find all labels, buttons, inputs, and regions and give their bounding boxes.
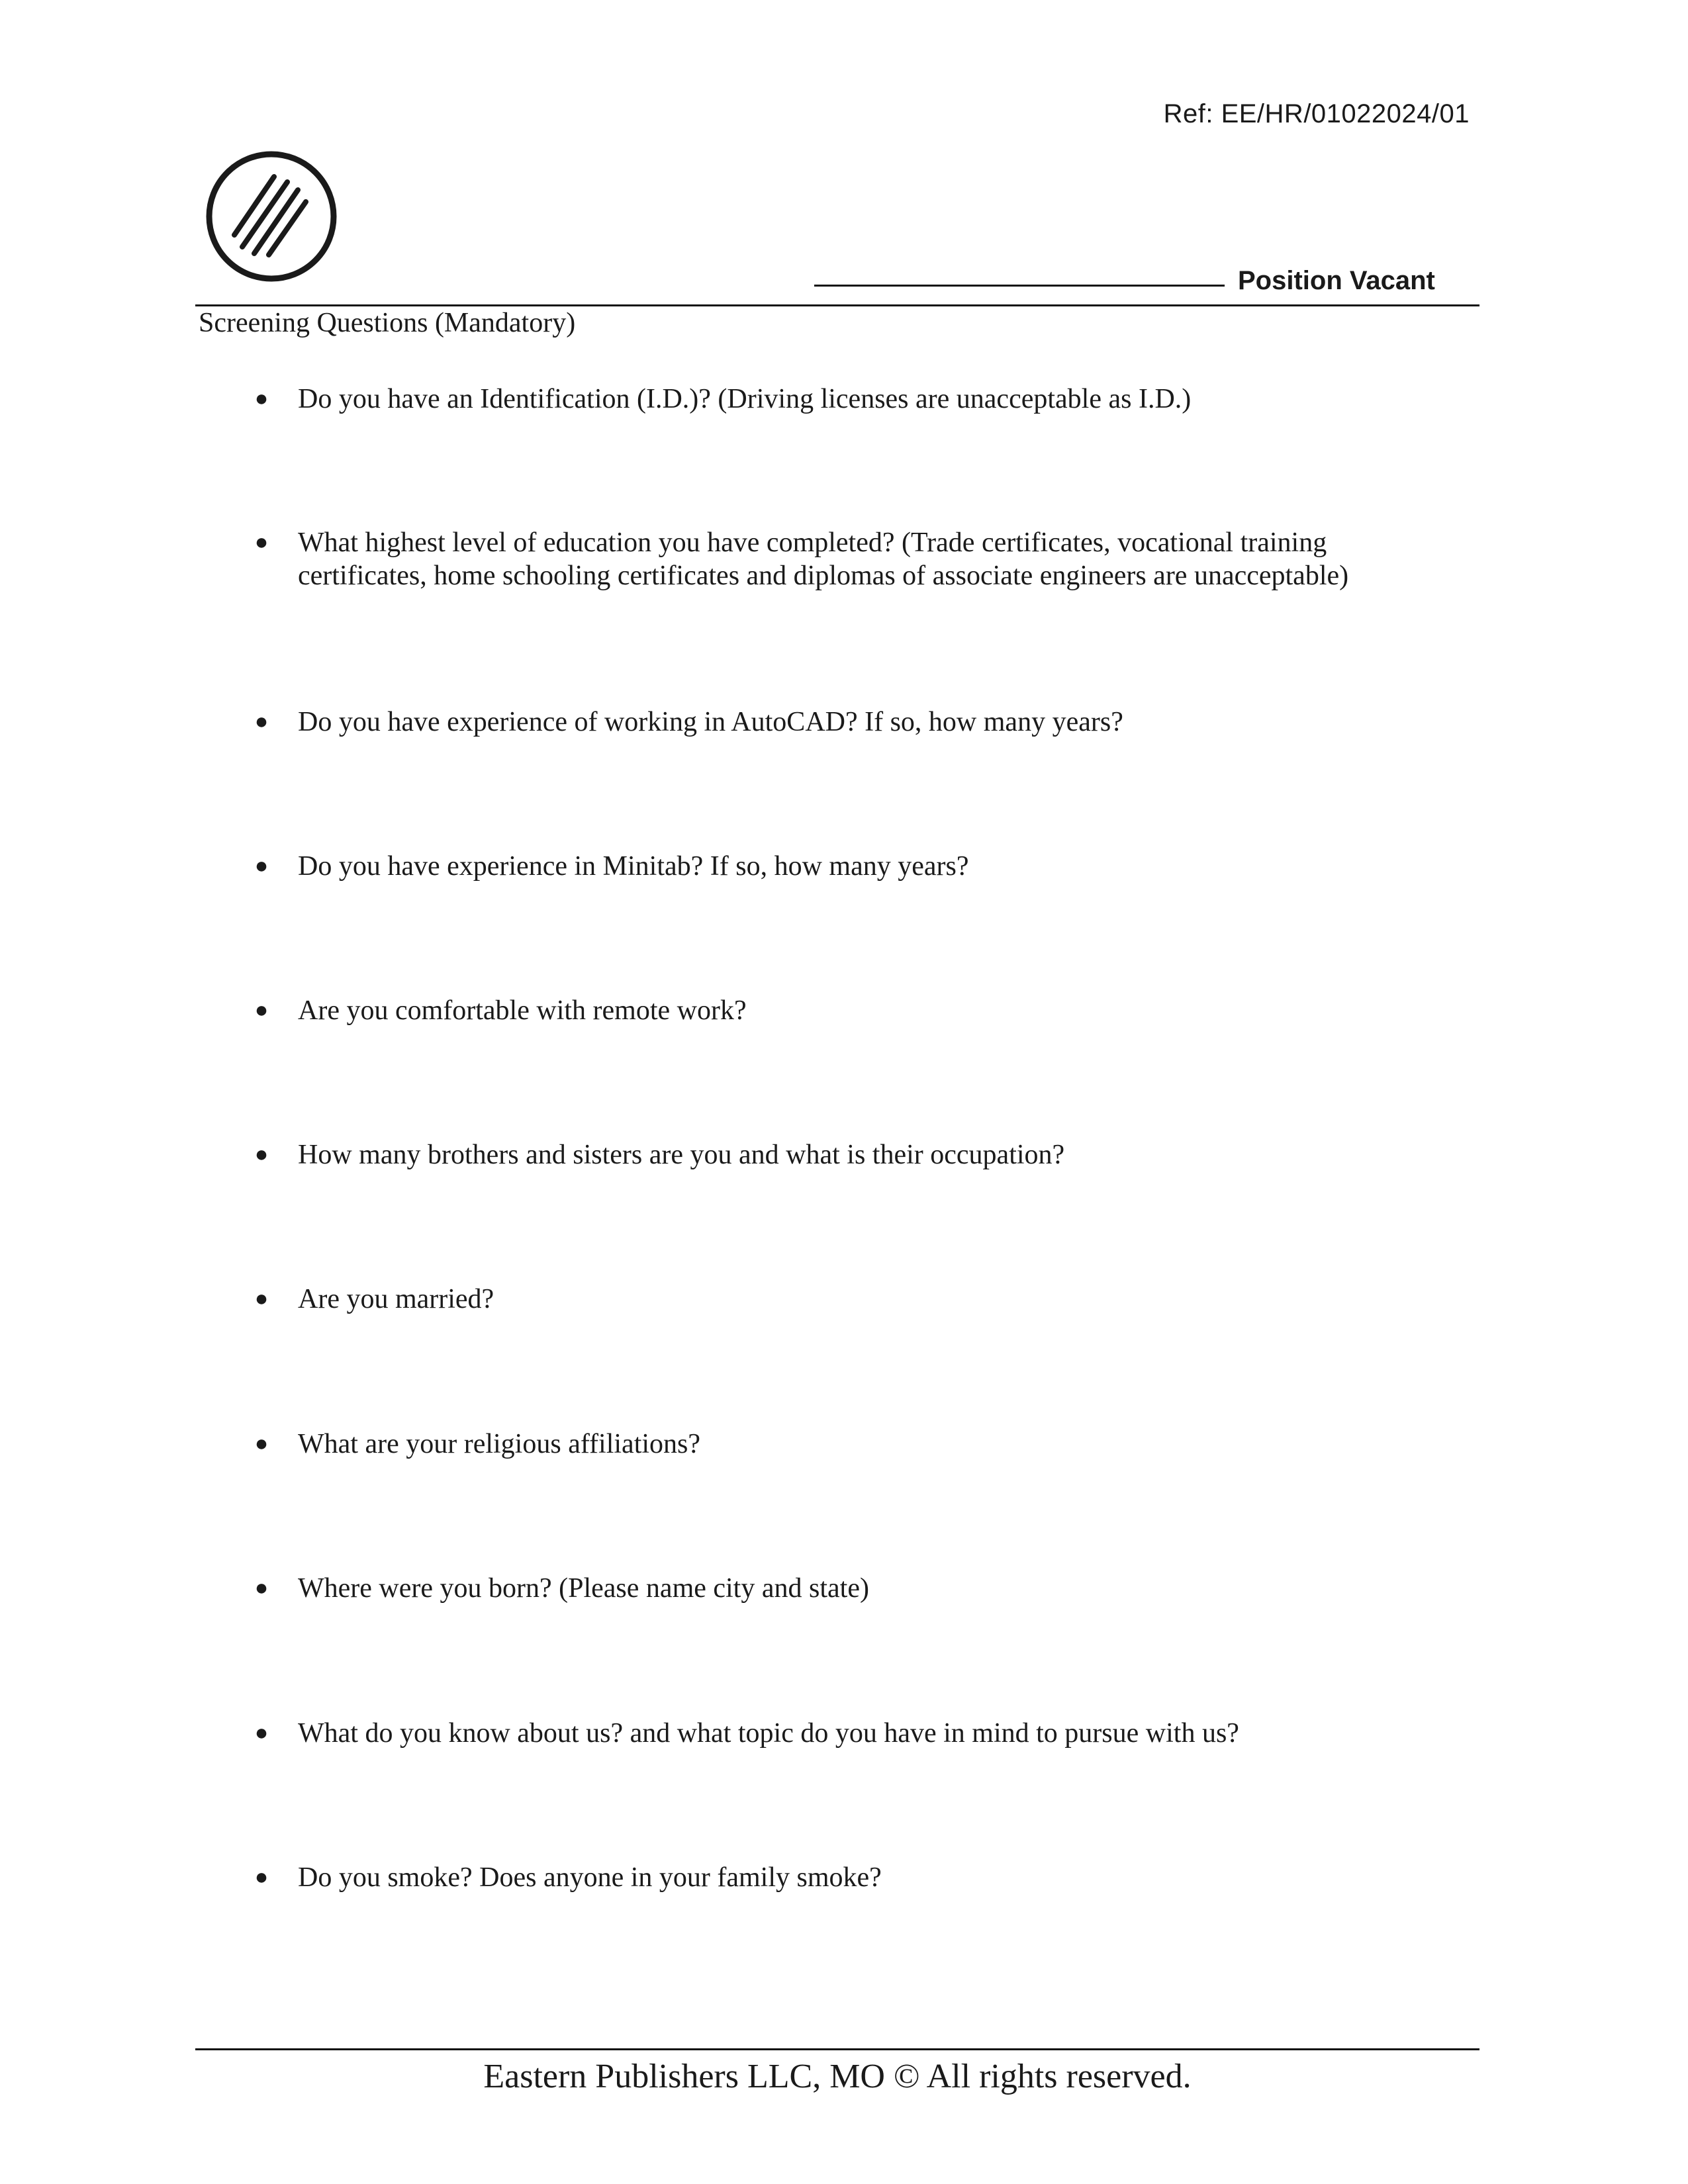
hatched-circle-logo-icon (204, 149, 339, 284)
question-text: What highest level of education you have completed? (Trade certificates, vocational training certificates, home schooling certificates and diplomas of associate engineers are unacceptable) (298, 527, 1349, 591)
position-vacant-rule (814, 285, 1225, 287)
bullet-icon: ● (254, 1142, 269, 1167)
position-vacant-label: Position Vacant (1238, 266, 1435, 295)
question-text: Are you comfortable with remote work? (298, 995, 747, 1026)
footer-copyright: Eastern Publishers LLC, MO © All rights reserved. (483, 2058, 1192, 2095)
question-item (248, 383, 1440, 416)
bullet-icon: ● (254, 709, 269, 734)
question-item (248, 1428, 1440, 1461)
question-item (248, 526, 1440, 592)
question-item (248, 994, 1440, 1027)
bullet-icon: ● (254, 998, 269, 1023)
footer-divider (195, 2048, 1479, 2050)
question-text: What do you know about us? and what topic do you have in mind to pursue with us? (298, 1718, 1239, 1749)
question-item (248, 1572, 1440, 1605)
bullet-icon: ● (254, 530, 269, 555)
question-item (248, 850, 1440, 883)
question-item (248, 705, 1440, 739)
bullet-icon: ● (254, 1721, 269, 1745)
bullet-icon: ● (254, 387, 269, 411)
bullet-icon: ● (254, 1576, 269, 1600)
bullet-icon: ● (254, 1432, 269, 1456)
question-text: Where were you born? (Please name city and state) (298, 1573, 869, 1604)
reference-number: Ref: EE/HR/01022024/01 (1163, 99, 1470, 128)
question-text: Are you married? (298, 1284, 494, 1314)
section-title: Screening Questions (Mandatory) (199, 308, 576, 338)
header-divider (195, 304, 1479, 306)
question-text: Do you have experience of working in AutoCAD? If so, how many years? (298, 707, 1123, 737)
bullet-icon: ● (254, 1865, 269, 1889)
question-text: Do you smoke? Does anyone in your family smoke? (298, 1862, 882, 1893)
question-text: What are your religious affiliations? (298, 1429, 701, 1459)
question-text: Do you have experience in Minitab? If so, how many years? (298, 851, 969, 882)
bullet-icon: ● (254, 854, 269, 878)
question-text: How many brothers and sisters are you and what is their occupation? (298, 1140, 1065, 1170)
question-item (248, 1717, 1440, 1750)
question-item (248, 1861, 1440, 1894)
question-item (248, 1138, 1440, 1171)
question-item (248, 1283, 1440, 1316)
question-text: Do you have an Identification (I.D.)? (Driving licenses are unacceptable as I.D.) (298, 384, 1192, 414)
bullet-icon: ● (254, 1287, 269, 1311)
